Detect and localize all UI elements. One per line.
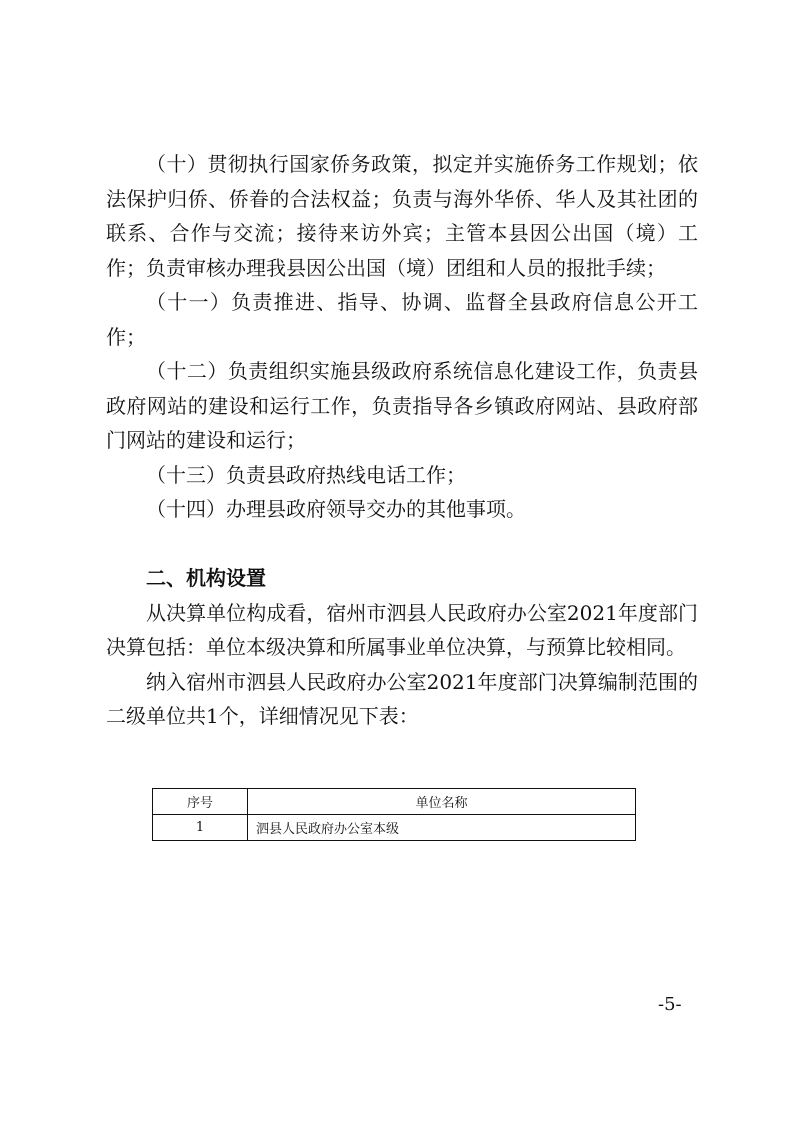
duty-item-10: （十）贯彻执行国家侨务政策，拟定并实施侨务工作规划；依法保护归侨、侨眷的合法权益；负责与海外华侨、华人及其社团的联系、合作与交流；接待来访外宾；主管本县因公出国（境）工作；负责审核办理我县因公出国（境）团组和人员的报批手续； [106, 152, 698, 280]
header-serial: 序号 [153, 789, 248, 815]
organization-section [106, 561, 698, 734]
section-heading: 二、机构设置 [146, 566, 266, 590]
duties-list [106, 147, 698, 527]
cell-unit-name: 泗县人民政府办公室本级 [248, 815, 636, 841]
duty-item-13: （十三）负责县政府热线电话工作； [146, 462, 466, 487]
duty-item-11: （十一）负责推进、指导、协调、监督全县政府信息公开工作； [106, 290, 698, 349]
table-header-row [153, 789, 636, 815]
units-table [152, 788, 636, 841]
section-paragraph-composition: 从决算单位构成看，宿州市泗县人民政府办公室2021年度部门决算包括：单位本级决算和所属事业单位决算，与预算比较相同。 [106, 600, 698, 659]
page-number: -5- [658, 994, 682, 1015]
duty-item-12: （十二）负责组织实施县级政府系统信息化建设工作，负责县政府网站的建设和运行工作，负责指导各乡镇政府网站、县政府部门网站的建设和运行； [106, 359, 698, 452]
table-row [153, 815, 636, 841]
duty-item-14: （十四）办理县政府领导交办的其他事项。 [146, 497, 526, 521]
cell-serial: 1 [153, 815, 248, 841]
header-unit-name: 单位名称 [248, 789, 636, 815]
section-paragraph-scope: 纳入宿州市泗县人民政府办公室2021年度部门决算编制范围的二级单位共1个，详细情况见下表： [106, 669, 698, 728]
